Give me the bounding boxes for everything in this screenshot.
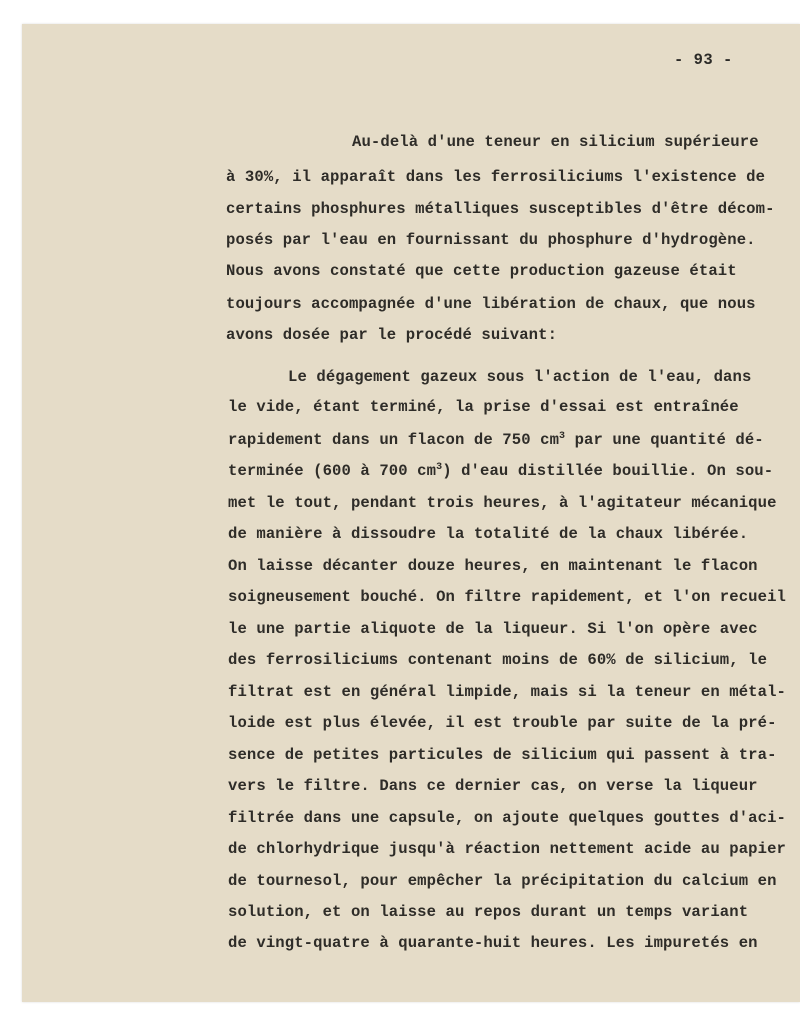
text-line: toujours accompagnée d'une libération de chaux, que nous bbox=[226, 295, 756, 313]
superscript: 3 bbox=[559, 431, 566, 442]
text-line: de manière à dissoudre la totalité de la chaux libérée. bbox=[228, 525, 749, 543]
text-line: Au-delà d'une teneur en silicium supérieure bbox=[352, 133, 759, 151]
text-line: met le tout, pendant trois heures, à l'agitateur mécanique bbox=[228, 494, 777, 512]
text-line: loide est plus élevée, il est trouble par suite de la pré- bbox=[228, 714, 777, 732]
text-line: posés par l'eau en fournissant du phosphure d'hydrogène. bbox=[226, 231, 756, 249]
superscript: 3 bbox=[436, 462, 443, 473]
text-line: filtrat est en général limpide, mais si la teneur en métal- bbox=[228, 683, 787, 701]
document-page bbox=[22, 24, 800, 1002]
text-line: des ferrosiliciums contenant moins de 60% de silicium, le bbox=[228, 651, 768, 669]
text-line: à 30%, il apparaît dans les ferrosiliciums l'existence de bbox=[226, 168, 766, 186]
text-line bbox=[228, 433, 764, 449]
text-line: vers le filtre. Dans ce dernier cas, on verse la liqueur bbox=[228, 777, 758, 795]
text-line: filtrée dans une capsule, on ajoute quelques gouttes d'aci- bbox=[228, 809, 787, 827]
text-line: de vingt-quatre à quarante-huit heures. Les impuretés en bbox=[228, 934, 758, 952]
text-line: Nous avons constaté que cette production gazeuse était bbox=[226, 262, 737, 280]
text-segment: rapidement dans un flacon de 750 cm bbox=[228, 431, 560, 449]
text-segment: par une quantité dé- bbox=[565, 431, 764, 449]
text-line: de chlorhydrique jusqu'à réaction nettement acide au papier bbox=[228, 840, 787, 858]
text-line bbox=[228, 464, 773, 480]
text-line: le vide, étant terminé, la prise d'essai est entraînée bbox=[228, 398, 739, 416]
text-segment: terminée (600 à 700 cm bbox=[228, 462, 437, 480]
text-line: Le dégagement gazeux sous l'action de l'eau, dans bbox=[288, 368, 752, 386]
text-line: de tournesol, pour empêcher la précipitation du calcium en bbox=[228, 872, 777, 890]
text-line: soigneusement bouché. On filtre rapidement, et l'on recueil bbox=[228, 588, 787, 606]
text-line: le une partie aliquote de la liqueur. Si l'on opère avec bbox=[228, 620, 758, 638]
text-segment: ) d'eau distillée bouillie. On sou- bbox=[442, 462, 774, 480]
text-line: certains phosphures métalliques susceptibles d'être décom- bbox=[226, 200, 775, 218]
text-line: On laisse décanter douze heures, en maintenant le flacon bbox=[228, 557, 758, 575]
text-line: solution, et on laisse au repos durant un temps variant bbox=[228, 903, 749, 921]
text-line: avons dosée par le procédé suivant: bbox=[226, 326, 558, 344]
text-line: sence de petites particules de silicium qui passent à tra- bbox=[228, 746, 777, 764]
page-number: - 93 - bbox=[674, 51, 733, 69]
